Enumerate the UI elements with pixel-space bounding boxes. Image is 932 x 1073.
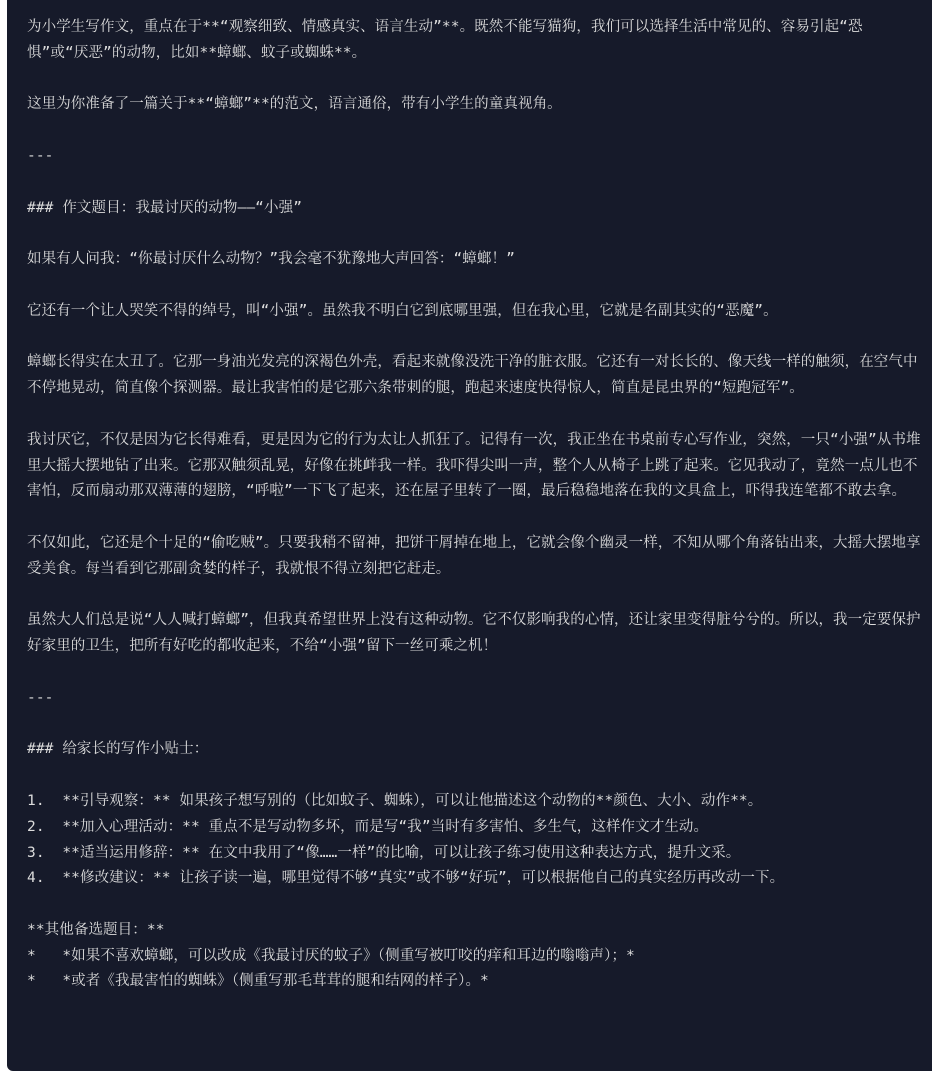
tip-item: 1. **引导观察：** 如果孩子想写别的（比如蚊子、蜘蛛），可以让他描述这个动物的**颜色、大小、动作**。 bbox=[27, 792, 763, 809]
tip-item: 3. **适当运用修辞：** 在文中我用了“像……一样”的比喻，可以让孩子练习使用这种表达方式，提升文采。 bbox=[27, 844, 741, 861]
tips-heading: ### 给家长的写作小贴士： bbox=[27, 741, 209, 758]
tip-item: 4. **修改建议：** 让孩子读一遍，哪里觉得不够“真实”或不够“好玩”，可以根据他自己的真实经历再改动一下。 bbox=[27, 870, 785, 887]
divider-line: --- bbox=[27, 689, 54, 706]
alt-topic-item: * *或者《我最害怕的蜘蛛》（侧重写那毛茸茸的腿和结网的样子）。* bbox=[27, 973, 489, 990]
chat-response-panel bbox=[7, 0, 932, 1071]
alt-topics-heading: **其他备选题目：** bbox=[27, 921, 165, 938]
essay-heading: ### 作文题目：我最讨厌的动物——“小强” bbox=[27, 199, 303, 216]
divider-line: --- bbox=[27, 147, 54, 164]
essay-paragraph: 如果有人问我：“你最讨厌什么动物？”我会毫不犹豫地大声回答：“蟑螂！” bbox=[27, 251, 515, 268]
essay-paragraph: 蟑螂长得实在太丑了。它那一身油光发亮的深褐色外壳，看起来就像没洗干净的脏衣服。它还有一对长长的、像天线一样的触须，在空气中不停地晃动，简直像个探测器。最让我害怕的是它那六条带刺的腿，跑起来速度快得惊人，简直是昆虫界的“短跑冠军”。 bbox=[27, 354, 918, 397]
tip-item: 2. **加入心理活动：** 重点不是写动物多坏，而是写“我”当时有多害怕、多生气，这样作文才生动。 bbox=[27, 818, 709, 835]
essay-paragraph: 虽然大人们总是说“人人喊打蟑螂”，但我真希望世界上没有这种动物。它不仅影响我的心情，还让家里变得脏兮兮的。所以，我一定要保护好家里的卫生，把所有好吃的都收起来，不给“小强”留下一丝可乘之机！ bbox=[27, 612, 921, 655]
alt-topic-item: * *如果不喜欢蟑螂，可以改成《我最讨厌的蚊子》（侧重写被叮咬的痒和耳边的嗡嗡声）；* bbox=[27, 947, 635, 964]
lead-paragraph: 这里为你准备了一篇关于**“蟑螂”**的范文，语言通俗，带有小学生的童真视角。 bbox=[27, 96, 562, 113]
intro-paragraph: 为小学生写作文，重点在于**“观察细致、情感真实、语言生动”**。既然不能写猫狗，我们可以选择生活中常见的、容易引起“恐惧”或“厌恶”的动物，比如**蟑螂、蚊子或蜘蛛**。 bbox=[27, 19, 863, 61]
essay-paragraph: 我讨厌它，不仅是因为它长得难看，更是因为它的行为太让人抓狂了。记得有一次，我正坐在书桌前专心写作业，突然，一只“小强”从书堆里大摇大摆地钻了出来。它那双触须乱晃，好像在挑衅我一样。我吓得尖叫一声，整个人从椅子上跳了起来。它见我动了，竟然一点儿也不害怕，反而扇动那双薄薄的翅膀，“呼啦”一下飞了起来，还在屋子里转了一圈，最后稳稳地落在我的文具盒上，吓得我连笔都不敢去拿。 bbox=[27, 431, 921, 500]
essay-paragraph: 不仅如此，它还是个十足的“偷吃贼”。只要我稍不留神，把饼干屑掉在地上，它就会像个幽灵一样，不知从哪个角落钻出来，大摇大摆地享受美食。每当看到它那副贪婪的样子，我就恨不得立刻把它赶走。 bbox=[27, 534, 921, 577]
essay-paragraph: 它还有一个让人哭笑不得的绰号，叫“小强”。虽然我不明白它到底哪里强，但在我心里，它就是名副其实的“恶魔”。 bbox=[27, 302, 778, 319]
